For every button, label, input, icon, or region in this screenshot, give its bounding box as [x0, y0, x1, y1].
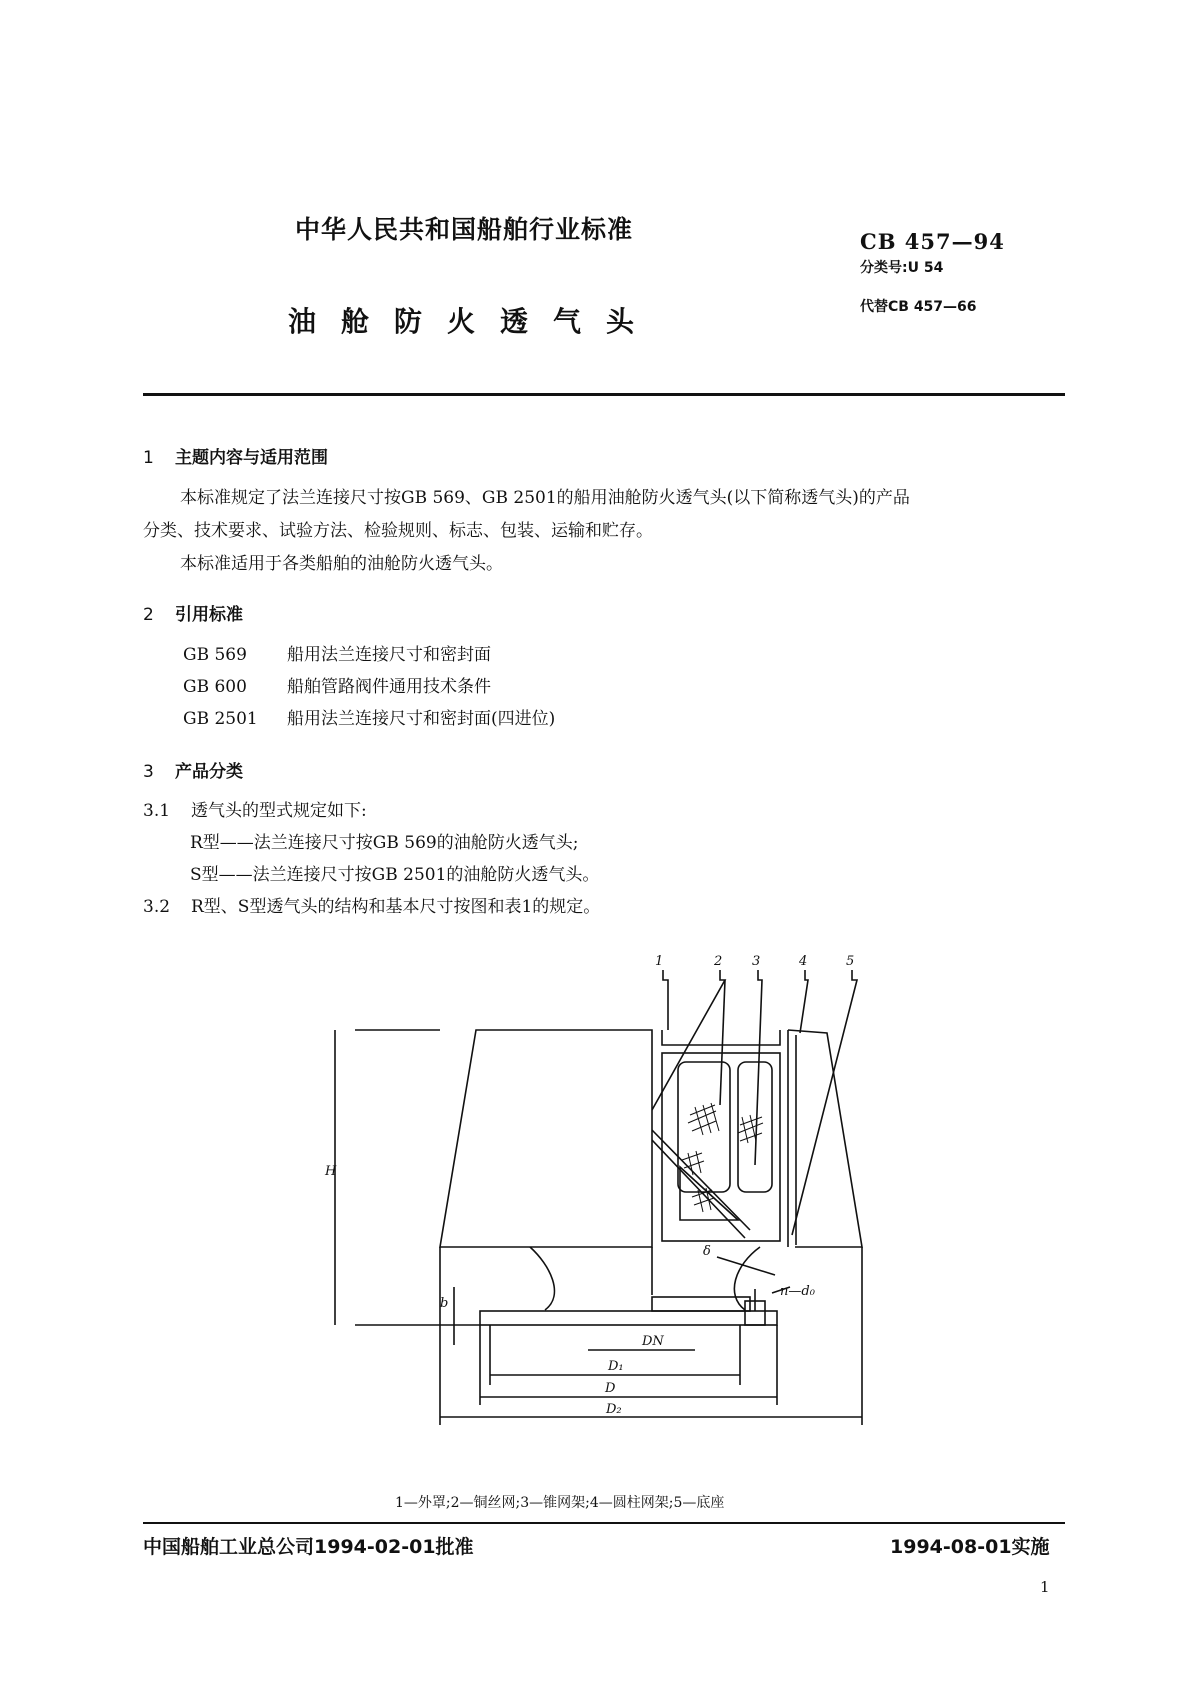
- reference-title: 船舶管路阀件通用技术条件: [287, 677, 491, 697]
- callout-1: 1: [655, 954, 664, 969]
- dimension-DN-label: DN: [642, 1334, 664, 1349]
- clause-3-2-number: 3.2: [143, 897, 171, 917]
- reference-code: GB 2501: [183, 709, 258, 729]
- dimension-D1-label: D₁: [608, 1359, 624, 1374]
- clause-3-1-number: 3.1: [143, 801, 171, 821]
- reference-item: [183, 647, 491, 664]
- clause-3-2: [143, 899, 600, 916]
- clause-3-2-text: R型、S型透气头的结构和基本尺寸按图和表1的规定。: [191, 897, 601, 917]
- reference-title: 船用法兰连接尺寸和密封面: [287, 645, 491, 665]
- standard-code: CB 457—94: [860, 229, 1005, 254]
- section-1-heading: [143, 443, 328, 468]
- section-1-paragraph-2: 本标准适用于各类船舶的油舱防火透气头。: [180, 554, 503, 574]
- section-3-number: 3: [143, 762, 154, 782]
- section-2-title: 引用标准: [175, 605, 243, 625]
- document-title: 中华人民共和国船舶行业标准: [295, 215, 634, 244]
- callout-leaders: [652, 970, 857, 1235]
- base-flange: [480, 1311, 777, 1325]
- callout-4: 4: [799, 954, 808, 969]
- section-1-number: 1: [143, 448, 154, 468]
- outer-hood-left: [440, 1030, 652, 1247]
- page-number: 1: [1040, 1578, 1050, 1596]
- seat-curve-left: [530, 1247, 554, 1310]
- replaces-standard: 代替CB 457—66: [860, 299, 977, 315]
- reference-item: [183, 679, 491, 696]
- clause-3-1-text: 透气头的型式规定如下:: [191, 801, 367, 821]
- approval-line: 中国船舶工业总公司1994-02-01批准: [143, 1536, 474, 1558]
- clause-3-1: [143, 803, 367, 820]
- dimension-delta-label: δ: [703, 1244, 711, 1259]
- reference-code: GB 569: [183, 645, 247, 665]
- reference-title: 船用法兰连接尺寸和密封面(四进位): [287, 709, 556, 729]
- r-type-definition: R型——法兰连接尺寸按GB 569的油舱防火透气头;: [190, 833, 579, 853]
- dimension-b-label: b: [440, 1296, 449, 1311]
- figure-breather-head-drawing: [325, 935, 900, 1475]
- copper-mesh: [682, 1103, 763, 1212]
- reference-item: [183, 711, 555, 728]
- callout-3: 3: [752, 954, 761, 969]
- dimension-D-label: D: [605, 1381, 616, 1396]
- callout-5: 5: [846, 954, 855, 969]
- section-3-heading: [143, 757, 243, 782]
- figure-caption: 1—外罩;2—铜丝网;3—锥网架;4—圆柱网架;5—底座: [395, 1495, 725, 1511]
- section-2-number: 2: [143, 605, 154, 625]
- footer-rule: [143, 1522, 1065, 1524]
- section-1-paragraph-1a: 本标准规定了法兰连接尺寸按GB 569、GB 2501的船用油舱防火透气头(以下简称透气头)的产品: [180, 488, 910, 508]
- section-1-paragraph-1b: 分类、技术要求、试验方法、检验规则、标志、包装、运输和贮存。: [143, 521, 653, 541]
- section-1-title: 主题内容与适用范围: [175, 448, 328, 468]
- reference-code: GB 600: [183, 677, 247, 697]
- s-type-definition: S型——法兰连接尺寸按GB 2501的油舱防火透气头。: [190, 865, 600, 885]
- header-rule: [143, 393, 1065, 396]
- outer-hood-right: [788, 1030, 862, 1247]
- effective-date: 1994-08-01实施: [890, 1536, 1050, 1558]
- classification-number: 分类号:U 54: [860, 260, 944, 276]
- section-2-heading: [143, 600, 243, 625]
- section-3-title: 产品分类: [175, 762, 243, 782]
- callout-2: 2: [714, 954, 723, 969]
- dimension-nd-label: n—d₀: [780, 1284, 815, 1299]
- dimension-D2-label: D₂: [606, 1402, 622, 1417]
- dimension-H-label: H: [325, 1164, 337, 1179]
- document-subtitle: 油舱防火透气头: [288, 305, 660, 338]
